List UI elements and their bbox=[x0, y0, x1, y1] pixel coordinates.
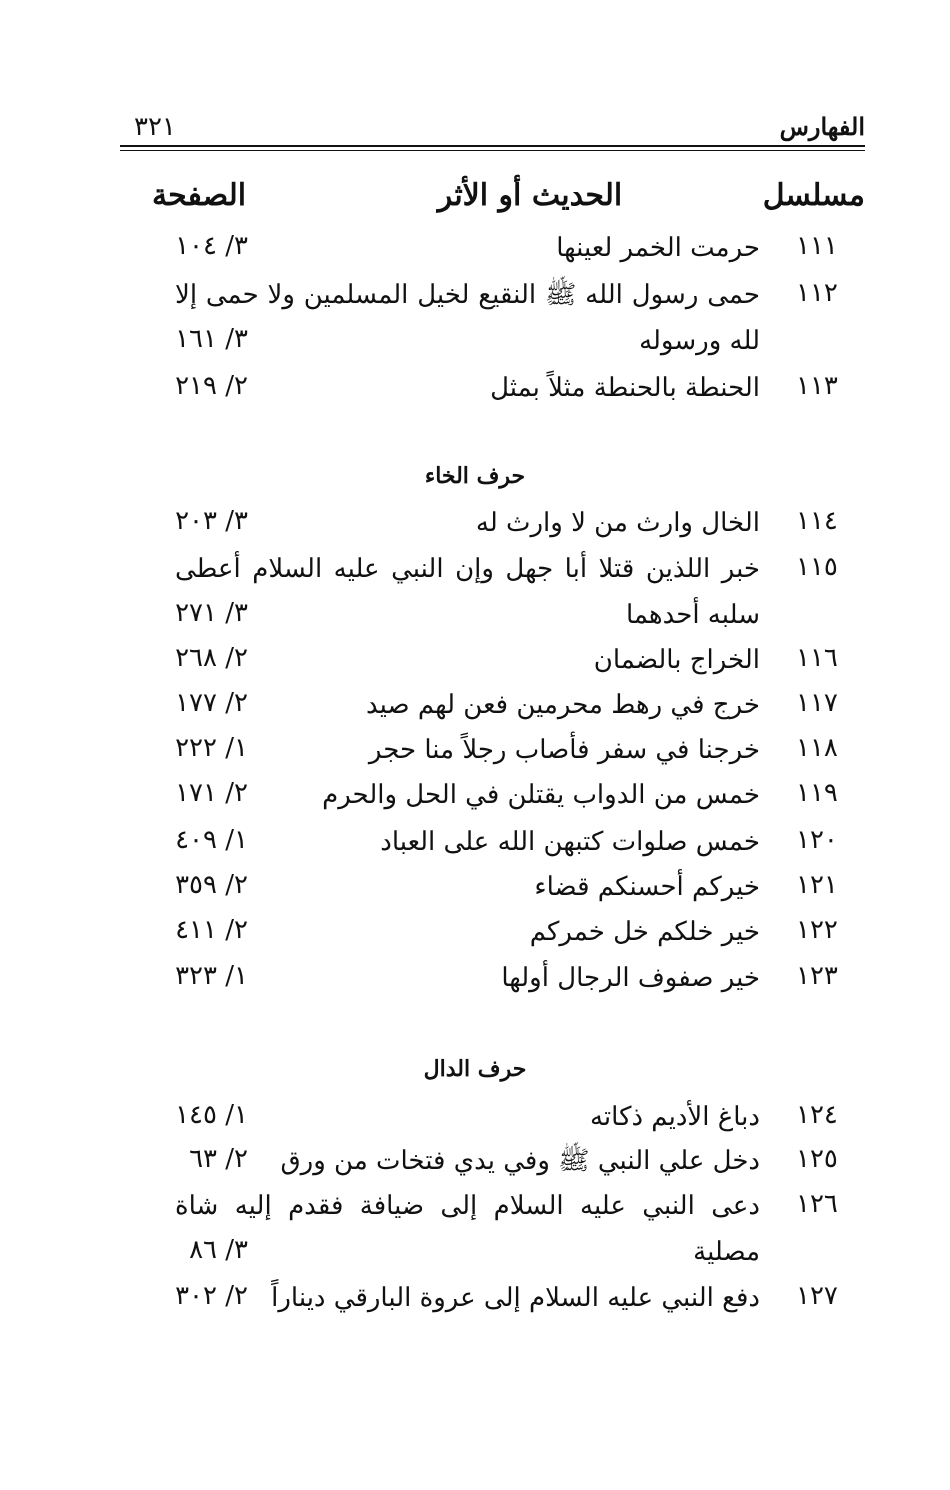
index-entry bbox=[0, 955, 950, 1001]
entry-reference: ٣/ ١٠٤ bbox=[175, 231, 248, 261]
entry-reference: ٣/ ٢٠٣ bbox=[175, 506, 248, 536]
entry-number: ١١٢ bbox=[796, 278, 838, 308]
entry-reference: ٢/ ٦٣ bbox=[189, 1144, 248, 1174]
entry-reference: ٣/ ١٦١ bbox=[175, 324, 248, 354]
entry-number: ١٢٣ bbox=[796, 961, 838, 991]
index-entry bbox=[0, 1275, 950, 1321]
column-header-serial: مسلسل bbox=[762, 178, 865, 213]
entry-number: ١١٥ bbox=[796, 552, 838, 582]
entry-number: ١١٤ bbox=[796, 506, 838, 536]
index-entry bbox=[0, 546, 950, 638]
index-entry bbox=[0, 819, 950, 865]
entry-number: ١١٧ bbox=[796, 688, 838, 718]
index-entry bbox=[0, 909, 950, 955]
index-entry bbox=[0, 727, 950, 773]
index-entry bbox=[0, 365, 950, 411]
entry-text: الخراج بالضمان bbox=[593, 645, 760, 675]
index-entry bbox=[0, 225, 950, 271]
entry-text: دفع النبي عليه السلام إلى عروة البارقي ديناراً bbox=[271, 1283, 760, 1313]
index-entry bbox=[0, 637, 950, 683]
entry-reference: ٢/ ٣٥٩ bbox=[175, 870, 248, 900]
entry-reference: ١/ ٣٢٣ bbox=[175, 961, 248, 991]
page-number: ٣٢١ bbox=[134, 112, 176, 142]
entry-number: ١١٣ bbox=[796, 371, 838, 401]
index-entry bbox=[0, 864, 950, 910]
entry-text: خير صفوف الرجال أولها bbox=[501, 963, 760, 993]
entry-text: حمى رسول الله ﷺ النقيع لخيل المسلمين ولا حمى إلا لله ورسوله bbox=[175, 280, 760, 356]
entry-number: ١٢٦ bbox=[796, 1189, 838, 1219]
entry-number: ١٢٤ bbox=[796, 1100, 838, 1130]
index-entry bbox=[0, 682, 950, 728]
entry-text: دخل علي النبي ﷺ وفي يدي فتخات من ورق bbox=[280, 1146, 760, 1176]
entry-reference: ٢/ ٢١٩ bbox=[175, 371, 248, 401]
entry-reference: ١/ ٢٢٢ bbox=[175, 733, 248, 763]
entry-number: ١٢٧ bbox=[796, 1281, 838, 1311]
entry-reference: ٣/ ٢٧١ bbox=[175, 598, 248, 628]
index-entry bbox=[0, 772, 950, 818]
entry-number: ١٢١ bbox=[796, 870, 838, 900]
entry-number: ١٢٠ bbox=[796, 825, 838, 855]
entry-text: خيركم أحسنكم قضاء bbox=[534, 872, 760, 902]
index-entry bbox=[0, 1138, 950, 1184]
entry-text: خير خلكم خل خمركم bbox=[529, 917, 760, 947]
section-heading-dal: حرف الدال bbox=[423, 1056, 527, 1082]
entry-reference: ١/ ١٤٥ bbox=[175, 1100, 248, 1130]
entry-text: خرج في رهط محرمين فعن لهم صيد bbox=[366, 690, 760, 720]
index-entry bbox=[0, 1183, 950, 1275]
entry-text: الخال وارث من لا وارث له bbox=[475, 508, 760, 538]
entry-text: دباغ الأديم ذكاته bbox=[589, 1102, 760, 1132]
entry-number: ١١٩ bbox=[796, 778, 838, 808]
entry-text: خمس صلوات كتبهن الله على العباد bbox=[380, 827, 760, 857]
section-heading-kha: حرف الخاء bbox=[424, 463, 526, 489]
entry-number: ١١٨ bbox=[796, 733, 838, 763]
entry-number: ١١٦ bbox=[796, 643, 838, 673]
column-header-page: الصفحة bbox=[152, 178, 247, 213]
header-double-rule bbox=[120, 145, 865, 151]
column-headers bbox=[120, 178, 865, 222]
column-header-hadith: الحديث أو الأثر bbox=[437, 178, 623, 213]
index-entry bbox=[0, 1094, 950, 1140]
entry-number: ١٢٢ bbox=[796, 915, 838, 945]
entry-number: ١١١ bbox=[796, 231, 838, 261]
entry-reference: ٢/ ٢٦٨ bbox=[175, 643, 248, 673]
index-entry bbox=[0, 500, 950, 546]
entry-text: خمس من الدواب يقتلن في الحل والحرم bbox=[322, 780, 760, 810]
entry-text: حرمت الخمر لعينها bbox=[556, 233, 760, 263]
entry-number: ١٢٥ bbox=[796, 1144, 838, 1174]
entry-text: دعى النبي عليه السلام إلى ضيافة فقدم إليه شاة مصلية bbox=[175, 1191, 760, 1267]
index-entry bbox=[0, 272, 950, 364]
entry-reference: ٢/ ٤١١ bbox=[175, 915, 248, 945]
running-head-title: الفهارس bbox=[779, 112, 865, 141]
entry-reference: ١/ ٤٠٩ bbox=[175, 825, 248, 855]
entry-text: خرجنا في سفر فأصاب رجلاً منا حجر bbox=[368, 735, 760, 765]
entry-text: الحنطة بالحنطة مثلاً بمثل bbox=[490, 373, 760, 403]
entry-reference: ٢/ ٣٠٢ bbox=[175, 1281, 248, 1311]
entry-reference: ٢/ ١٧١ bbox=[175, 778, 248, 808]
entry-reference: ٢/ ١٧٧ bbox=[175, 688, 248, 718]
entry-text: خبر اللذين قتلا أبا جهل وإن النبي عليه السلام أعطى سلبه أحدهما bbox=[175, 554, 760, 630]
entry-reference: ٣/ ٨٦ bbox=[189, 1235, 248, 1265]
